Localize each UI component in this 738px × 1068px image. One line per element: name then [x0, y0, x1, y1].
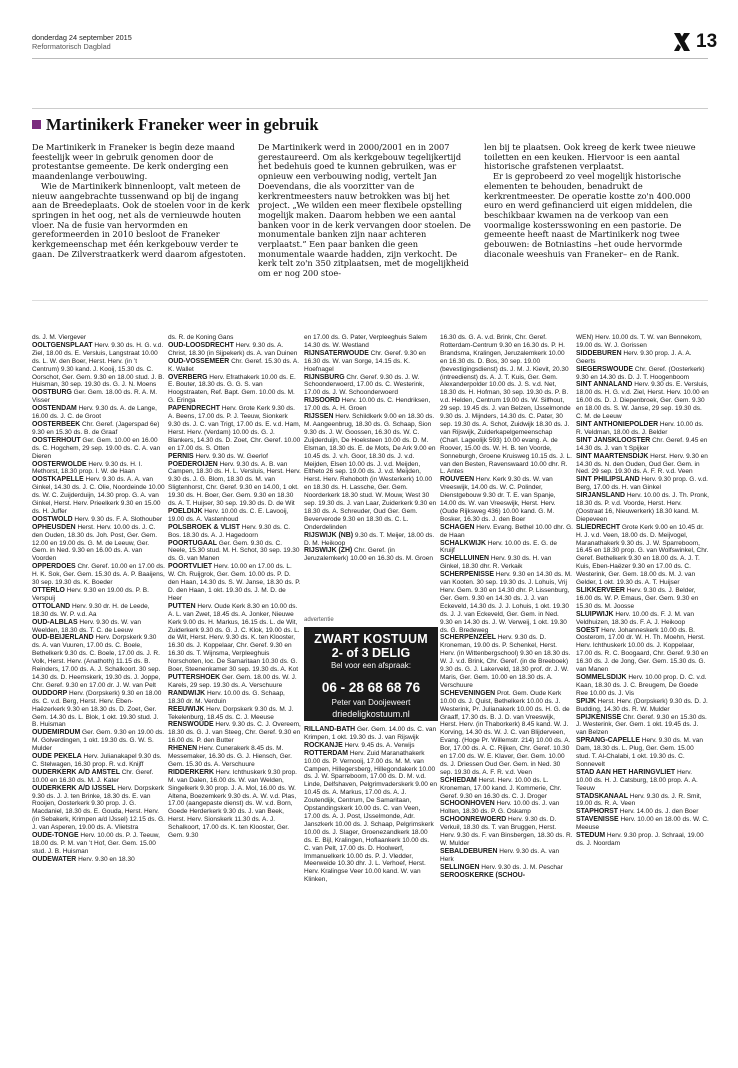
- listing-place-name: OUD-VOSSEMEER: [168, 357, 230, 365]
- listing-services: Ger. Gem. 9.30 en 19.00 ds. M. Golverdingen, 1 okt. 19.30 ds. G. W. S. Mulder: [32, 729, 165, 753]
- church-listing: [576, 714, 709, 738]
- listing-services: Herv. 9.30 ds. J. M. Peschar: [479, 863, 563, 871]
- church-listing: [32, 524, 165, 564]
- listing-services: Ger. Gem. 14.00 ds. C. van Krimpen, 1 okt. 19.30 ds. J. van Rijswijk: [304, 726, 437, 741]
- church-listing: [576, 421, 709, 437]
- church-listing: [304, 532, 437, 548]
- listing-place-name: OUD-BEIJERLAND: [32, 634, 94, 642]
- listing-services: Herv. 10.00 ds. F. J. M. van Veldhuizen, 18.30 ds. F. A. J. Heikoop: [576, 610, 694, 626]
- listing-place-name: OUD-LOOSDRECHT: [168, 341, 234, 349]
- listing-place-name: OUDERKERK A/D AMSTEL: [32, 768, 120, 776]
- advert-subheadline: 2- of 3 DELIG: [331, 646, 411, 660]
- listing-services: Herv. 9.30 ds. J. Belder, 16.00 ds. W. P. Emaus, Ger. Gem. 9.30 en 15.30 ds. M. Joosse: [576, 587, 699, 610]
- listing-services: Herv. 9.30 ds. M. van Dam, 18.30 ds. L. Plug, Ger. Gem. 15.00 stud. T. Al-Chalabi, 1 okt. 19.30 ds. C. Sonnevelt: [576, 737, 704, 768]
- listing-place-name: SINT MAARTENSDIJK: [576, 452, 649, 460]
- listing-services: Herv. 10.00 ds. E. G. de Kruijf: [440, 539, 557, 555]
- article-column-2: [258, 143, 476, 279]
- listing-place-name: SEROOSKERKE (SCHOU-: [440, 871, 525, 879]
- article-column-3: [484, 143, 702, 259]
- church-listing: [440, 864, 573, 872]
- church-listing: [32, 421, 165, 437]
- listing-place-name: OOSTKAPELLE: [32, 476, 84, 484]
- listing-services: Herv. 9.30 prop. G. v.d. Berg, 17.00 ds. H. van Ginkel: [576, 476, 708, 492]
- listing-place-name: OUDEWATER: [32, 855, 77, 863]
- listing-place-name: PUTTEN: [168, 602, 196, 610]
- listing-place-name: SLUIPWIJK: [576, 610, 614, 618]
- church-listing: [32, 690, 165, 730]
- listing-services: Herv. 10.00 prop. D. C. v.d. Kaan, 18.30 ds. J. C. Breugem, De Goede Ree 10.00 ds. J. Vis: [576, 673, 707, 697]
- advert-headline: ZWART KOSTUUM: [314, 632, 428, 646]
- listing-place-name: SCHERPENZEEL: [440, 634, 496, 642]
- church-listing: [440, 800, 573, 816]
- listing-services: Herv. 10.00 ds. C. E. Lavooij, 19.00 ds. A. Vastenhoud: [168, 507, 289, 523]
- listing-place-name: OUDERKERK A/D IJSSEL: [32, 784, 116, 792]
- listings-divider: [32, 300, 708, 301]
- advert-callout: Bel voor een afspraak:: [330, 661, 412, 670]
- listing-place-name: OTTOLAND: [32, 602, 71, 610]
- listing-place-name: POLSBROEK & VLIST: [168, 523, 240, 531]
- listing-services: Chr. Geref. 9.45 en 14.30 ds. J. van ’t Spijker: [576, 436, 708, 452]
- listing-services: Herv. 10.00 en 18.00 ds. W. C. Meeuse: [576, 816, 709, 832]
- church-listing: [168, 342, 301, 358]
- article-column-1: [32, 143, 250, 259]
- church-listing: [440, 540, 573, 556]
- church-listing: [32, 389, 165, 405]
- listing-services: Herv. Cunerakerk 8.45 ds. M. Messemaker, 16.30 ds. G. J. Hiensch, Ger. Gem. 15.30 ds. A. Verschuure: [168, 745, 292, 768]
- advert-phone: 06 - 28 68 68 76: [321, 680, 421, 695]
- listing-place-name: SCHAGEN: [440, 523, 475, 531]
- church-listing: [440, 816, 573, 848]
- church-listing: [440, 634, 573, 689]
- page-header: [32, 31, 718, 59]
- listing-place-name: OVERBERG: [168, 373, 208, 381]
- church-listing: [440, 524, 573, 540]
- church-listing: [576, 350, 709, 366]
- church-listing: [32, 461, 165, 477]
- church-listing: [168, 674, 301, 690]
- listing-place-name: RANDWIJK: [168, 689, 206, 697]
- church-listing: [32, 832, 165, 856]
- header-paper-name: Reformatorisch Dagblad: [32, 42, 111, 51]
- listing-services: Herv. 9.30 ds. F. A. Slothouber: [72, 515, 163, 523]
- church-listing: [576, 832, 709, 848]
- listing-services: Herst. Herv. 10.00 ds. J. C. den Ouden, 18.30 ds. Joh. Post, Ger. Gem. 12.00 en 19.00 ds. G. M. de Leeuw, Ger. Gem. in Ned. 9.30 en 16.00 ds. A. van Voorden: [32, 523, 158, 563]
- listing-place-name: OOSTENDAM: [32, 405, 77, 413]
- listing-services: Herv. 9.30 prop. J. Schraal, 19.00 ds. J. Noordam: [576, 832, 704, 847]
- listings-column-3-continued: [304, 726, 437, 884]
- listing-services: Herv. 9.30 en 18.30: [76, 855, 135, 863]
- church-listing: [576, 816, 709, 832]
- listing-place-name: SCHELLUINEN: [440, 555, 490, 563]
- listing-services: Herv. Evang. Bethel 10.00 dhr. G. de Haan: [440, 523, 573, 539]
- listing-services: Herv. (Dorpskerk) 9.30 en 18.00 ds. C. v.d. Berg, Herst. Herv. Eben-Haëzerkerk 9.30 en 18.30 ds. D. Zoet, Ger. Gem. 14.30 ds. L. Blok, 1 okt. 19.30 stud. J. B. Huisman: [32, 689, 162, 729]
- church-listing: [576, 524, 709, 587]
- listing-place-name: RIJSWIJK (ZH): [304, 547, 353, 555]
- listing-place-name: OOSTWOLD: [32, 515, 73, 523]
- listing-place-name: SPIJK: [576, 697, 596, 705]
- listing-services: ds. R. de Koning Gans: [168, 334, 234, 341]
- church-listing: [576, 698, 709, 714]
- church-listing: [32, 405, 165, 421]
- listing-services: Ger. Gem. 9.30 ds. C. Neele, 15.30 stud. M. H. Schot, 30 sep. 19.30 ds. G. van Manen: [168, 539, 300, 563]
- church-listing: [32, 603, 165, 619]
- listing-services: en 17.00 ds. G. Pater, Verpleeghuis Salem 14.30 ds. W. Westland: [304, 334, 427, 349]
- church-listing: [168, 690, 301, 706]
- church-listing: [440, 777, 573, 801]
- listing-place-name: ROTTERDAM: [304, 749, 349, 757]
- article-paragraph: Wie de Martinikerk binnenloopt, valt meteen de nieuw aangebrachte tussenwand op bij de ingang aan de Breedeplaats. Ook de stoelen voor in de kerk springen in het oog, net als de vernieuwde houten vloer. Na de fusie van hervormden en gereformeerden in 2010 besloot de Franeker kerkgemeenschap met één kerkgebouw verder te gaan. De Zilverstraatkerk werd daarom afgestoten.: [32, 180, 250, 259]
- article-headline: Martinikerk Franeker weer in gebruik: [46, 115, 319, 134]
- listing-place-name: OUDE-TONGE: [32, 832, 79, 840]
- listing-place-name: RHENEN: [168, 745, 198, 753]
- church-listing: [168, 706, 301, 722]
- church-listing: [32, 729, 165, 753]
- listing-place-name: SINT JANSKLOOSTER: [576, 436, 651, 444]
- church-listing: [168, 334, 301, 342]
- church-listing: [576, 492, 709, 524]
- listing-place-name: SIRJANSLAND: [576, 492, 626, 500]
- listing-services: Herv. Julianakapel 9.30 ds. C. Stelwagen, 16.30 prop. R. v.d. Knijff: [32, 753, 162, 768]
- church-listing: [576, 627, 709, 674]
- listing-place-name: SELLINGEN: [440, 863, 480, 871]
- advertisement[interactable]: [304, 627, 438, 721]
- article-paragraph: Er is geprobeerd zo veel mogelijk historische elementen te behouden, benadrukt de kerkrentmeester. De operatie kostte zo'n 400.000 euro en werd gefinancierd uit eigen middelen, die beschikbaar kwamen na de verkoop van een voormalige kostersswoning en een pastorie. De gemeente heeft naast de Martinikerk nog twee gebouwen: de Botniastins –het oude hervormde diaconale weeshuis van Franeker– en de Rank.: [484, 171, 693, 259]
- listing-place-name: OOSTERBEEK: [32, 420, 81, 428]
- listing-services: Herv. 9.30 ds. C. Bos. 18.30 ds. A. J. Hagedoorn: [168, 523, 291, 539]
- listing-services: Herv. 9.30 dr. H. de Leede, 18.30 ds. W. P. v.d. Aa: [32, 602, 150, 618]
- listing-services: Herv. 9.30 ds. A. B. van Campen, 18.30 ds. H. L. Versluis, Herst. Herv. 9.30 ds. J. G. Blom, 18.30 ds. M. van Sligtenhorst, Chr. Geref. 9.30 en 14.00, 1 okt. 19.30 ds. H. Boer, Ger. Gem. 9.30 en 18.30 ds. A. T. Huijser, 30 sep. 19.30 ds. D. de Wit: [168, 460, 301, 508]
- church-listing: [168, 453, 301, 461]
- page-number: 13: [696, 31, 718, 52]
- listing-services: Herv. Efrathakerk 10.00 ds. E. E. Bouter, 18.30 ds. G. G. S. van Hoogstraaten, Ref. Bapt. Gem. 10.00 ds. M. G. Eringa: [168, 373, 296, 405]
- listing-place-name: RIJSSEN: [304, 413, 334, 421]
- church-listing: [168, 405, 301, 452]
- church-listing: [304, 334, 437, 350]
- listing-services: Ger. Gem. 18.00 ds. W. J. Karels, 29 sep. 19.30 ds. A. Verschuure: [168, 673, 297, 689]
- listing-place-name: OPPERDOES: [32, 563, 76, 571]
- listing-place-name: RIJNSBURG: [304, 373, 345, 381]
- listing-services: Herv. 10.00 ds. P. J. Teeuw, 18.00 ds. P. M. van ’t Hof, Ger. Gem. 15.00 stud. J. B. Huisman: [32, 832, 160, 855]
- church-listing: [32, 634, 165, 689]
- listing-place-name: SCHOONHOVEN: [440, 800, 495, 808]
- church-listing: [32, 334, 165, 342]
- church-listing: [32, 856, 165, 864]
- church-listing: [168, 563, 301, 603]
- listing-place-name: SIEGERSWOUDE: [576, 365, 634, 373]
- listing-place-name: OUD-ALBLAS: [32, 618, 78, 626]
- church-listing: [304, 397, 437, 413]
- listing-services: Chr. Geref. 15.30 ds. A. K. Wallet: [168, 357, 299, 373]
- article-paragraph: De Martinikerk in Franeker is begin deze maand feestelijk weer in gebruik genomen door de protestantse gemeente. De kerk onderging een maandenlange verbouwing.: [32, 142, 235, 182]
- listing-services: Herv. Kerk 9.30 ds. W. van Vreeswijk, 14.00 ds. W. C. Polinder, Dienstgebouw 9.30 dr. T. E. van Spanje, 14.00 ds. W. van Vreeswijk, Herst. Herv. (Oude Rijksweg 436) 10.00 kand. G. M. Bosker, 16.30 ds. J. den Boer: [440, 476, 556, 523]
- section-divider: [32, 108, 708, 109]
- listing-services: Herv. 10.00 ds. J. van Holten, 18.30 ds. P. G. Oskamp: [440, 800, 560, 816]
- listing-services: 16.30 ds. G. A. v.d. Brink, Chr. Geref. Rotterdam-Centrum 9.30 en 16.30 ds. P. H. Brandsma, Kralingen, Jeruzalemkerk 10.00 en 16.30 ds. D. Bos, 30 sep. 19.00 (bevestigingsdienst) ds. J. M. J. Kievit, 20.30 (intreedienst) ds. A. J. T. Kuis, Ger. Gem. Alexanderpolder 10.00 ds. J. S. v.d. Net, 18.30 ds. H. Hofman, 30 sep. 19.30 ds. P. B. v.d. Helden, Centrum 19.00 ds. W. Silfhout, 29 sep. 19.45 ds. J. van Belzen, IJsselmonde 9.30 ds. J. Mijnders, 14.30 ds. C. Pater, 30 sep. 19.30 ds. A. Schot, Zuidwijk 18.30 ds. J. van Rijswijk, Zuiderkapelgemeenschap (Charl. Lageolijk 593) 10.00 evang. A. de Roover, 15.00 ds. W. H. B. ten Voorde, Sonneburgh, Groene Kruisweg 10.15 ds. J. L. van den Besten, Ravenswaard 10.00 dhr. R. L. Antes: [440, 334, 572, 476]
- listing-services: Herv. 9.30 ds. H. I. Methorst, 18.30 prop. I. W. de Haan: [32, 460, 143, 476]
- listing-services: 9.30 ds. T. Meijer, 18.00 ds. D. M. Heikoop: [304, 531, 435, 547]
- listing-services: Herv. Johanneskerk 10.00 ds. B. Oosterom, 17.00 dr. W. H. Th. Moehn, Herst. Herv. Ichthuskerk 10.00 ds. J. Koppelaar, 17.00 ds. R. C. Boogaard, Chr. Geref. 9.30 en 16.30 ds. J. de Jong, Ger. Gem. 15.30 ds. G. van Manen: [576, 626, 709, 674]
- listing-services: Herv. 9.30 ds. H. van Ginkel, 18.30 dhr. R. Verkaik: [440, 555, 552, 571]
- listing-place-name: RIJNSATERWOUDE: [304, 349, 369, 357]
- listing-services: Herv. 9.30 ds. A. Christ, 18.30 (in Sijpekerk) ds. A. van Duinen: [168, 341, 298, 357]
- church-listing: [32, 619, 165, 635]
- church-listing: [168, 358, 301, 374]
- listing-place-name: PERNIS: [168, 452, 194, 460]
- church-listing: [304, 547, 437, 563]
- listing-place-name: OOSTERHOUT: [32, 436, 81, 444]
- church-listing: [304, 742, 437, 750]
- listing-services: Herv. 9.30 ds. W. van Weelden, 18.30 ds. T. C. de Leeuw: [32, 618, 142, 634]
- church-listing: [576, 737, 709, 769]
- listing-place-name: SCHEVENINGEN: [440, 689, 496, 697]
- church-listing: [32, 769, 165, 785]
- listing-services: Herv. Schildkerk 9.00 en 18.30 ds. M. Aangeenbrug, 18.30 ds. G. Schaap, Sion 9.30 ds. J. W. Goossen, 16.30 ds. W. C. Zuijderduijn, De Hoeksteen 10.00 ds. D. M. Elsman, 18.30 ds. E. de Mots, De Ark 9.00 en 10.45 ds. J. v.h. Goor, 18.30 ds. J. v.d. Meijden, Elsen 10.00 ds. J. v.d. Meijden, Eltheto 26 sep. 19.00 ds. J. v.d. Meijden, Herst. Herv. Rehoboth (in Westerkerk) 10.00 en 18.30 ds. H. Lassche, Ger. Gem. Noorderkerk 18.30 stud. W. Mouw, West 30 sep. 19.30 ds. J. van Laar, Zuiderkerk 9.30 en 18.30 ds. A. Schreuder, Oud Ger. Gem. Beververode 9.30 en 18.30 ds. C. L. Onderdelinden: [304, 413, 437, 531]
- listing-place-name: SOMMELSDIJK: [576, 673, 627, 681]
- listing-place-name: OOSTBURG: [32, 389, 72, 397]
- listing-services: Herv. Grote Kerk 9.30 ds. A. Beens, 17.00 ds. P. J. Teeuw, Sionkerk 9.30 ds. J. C. van Trigt, 17.00 ds. E. v.d. Ham, Herst. Herv. (Verdam) 10.00 ds. G. J. Blankers, 14.30 ds. D. Zoet, Chr. Geref. 10.00 en 17.00 ds. S. Otten: [168, 405, 301, 452]
- listing-place-name: SCHIEDAM: [440, 776, 477, 784]
- listing-services: Ger. Gem. 10.00 en 16.00 ds. C. Hogchem, 29 sep. 19.00 ds. C. A. van Dieren: [32, 436, 161, 460]
- header-date: donderdag 24 september 2015: [32, 33, 132, 42]
- listing-services: Herv. 9.30 ds. J. R. Smit, 19.00 ds. R. A. Veen: [576, 792, 702, 808]
- listing-place-name: REEUWIJK: [168, 705, 205, 713]
- church-listing: [168, 374, 301, 406]
- listing-place-name: OUDDORP: [32, 689, 68, 697]
- listing-services: Herv. 9.45 ds. A. Verwijs: [342, 741, 415, 749]
- listing-place-name: STAD AAN HET HARINGVLIET: [576, 768, 676, 776]
- listing-place-name: OUDEMIRDUM: [32, 729, 81, 737]
- listing-place-name: SLIKKERVEER: [576, 587, 625, 594]
- church-listing: [32, 437, 165, 461]
- church-listing: [576, 587, 709, 611]
- listing-place-name: SLIEDRECHT: [576, 523, 621, 531]
- listing-place-name: RENSWOUDE: [168, 721, 214, 729]
- church-listing: [440, 476, 573, 523]
- listing-services: Herv. 9.30 ds. A. de Lange, 16.00 ds. J. C. de Groot: [32, 405, 157, 421]
- listing-place-name: OOLTGENSPLAAT: [32, 341, 93, 349]
- church-listing: [168, 721, 301, 745]
- church-listing: [168, 769, 301, 840]
- church-listing: [32, 587, 165, 603]
- listings-column-3: [304, 334, 437, 563]
- church-listing: [576, 453, 709, 477]
- advert-name: Peter van Dooijeweert: [331, 698, 411, 707]
- listing-services: Herv. 9.30 ds. A. A. van Ginkel, 14.30 ds. J. C. Olie, Noordeinde 10.00 ds. W. C. Zuijderduijn, 14.30 prop. G. A. van Ginkel, Herst. Herv. Prieelkerk 9.30 en 15.00 ds. H. Juffer: [32, 476, 165, 515]
- listing-place-name: RIJSWIJK (NB): [304, 531, 354, 539]
- church-listing: [304, 374, 437, 398]
- listing-place-name: STAPHORST: [576, 808, 618, 816]
- listing-services: Herv. 10.00 en 17.00 ds. L. W. Ch. Ruijgrok, Ger. Gem. 10.00 ds. P. D. den Haan, 14.30 ds. S. W. Janse, 18.30 ds. P. D. den Haan, 1 okt. 19.30 ds. J. M. D. de Heer: [168, 563, 301, 602]
- listing-place-name: SINT ANTHONIEPOLDER: [576, 420, 659, 428]
- listing-services: Herst. Herv. 10.00 ds. L. Kroneman, 17.00 kand. J. Kommerie, Chr. Geref. 9.30 en 16.30 ds. C. J. Droger: [440, 776, 562, 800]
- rd-x-logo-icon: [672, 31, 692, 53]
- church-listing: [576, 381, 709, 421]
- church-listing: [576, 476, 709, 492]
- church-listing: [304, 350, 437, 374]
- listing-place-name: STADSKANAAL: [576, 792, 628, 800]
- church-listing: [168, 540, 301, 564]
- church-listing: [576, 793, 709, 809]
- church-listing: [576, 674, 709, 698]
- listings-column-1: [32, 334, 165, 864]
- church-listing: [168, 524, 301, 540]
- listing-place-name: SIDDEBUREN: [576, 349, 622, 357]
- church-listing: [168, 603, 301, 674]
- header-divider: [32, 58, 708, 59]
- listing-services: Herv. Dorpskerk 9.30 ds. J. J. ten Brinke, 18.30 ds. E. van Rooijen, Oosterkerk 9.30 prop. J. G. Macdaniel, 18.30 ds. E. Gouda, Herst. Herv. (in Sebakerk, Krimpen a/d IJssel) 12.15 ds. G. J. van Asperen, 19.00 ds. A. Vlietstra: [32, 784, 165, 832]
- listing-services: Herv. 9.30 ds. W. Geerlof: [193, 452, 268, 460]
- church-listing: [576, 611, 709, 627]
- listings-column-2: [168, 334, 301, 840]
- advert-tag: advertentie: [304, 617, 334, 623]
- listing-services: Herv. 9.30 ds. C. J. Overeem, 18.30 ds. G. J. van Steeg, Chr. Geref. 9.30 en 16.00 ds. P. den Butter: [168, 721, 301, 745]
- church-listing: [304, 726, 437, 742]
- listing-place-name: STEDUM: [576, 832, 606, 840]
- listing-services: Herv. 9.30 en 14.30 ds. M. van Kooten. 30 sep. 19.30 ds. J. Lohuis, Vrij Herv. Gem. 9.30 en 14.30 dhr. P. Lissenburg, Ger. Gem. 9.30 en 14.30 ds. J. J. van Eckeveld, 14.30 ds. J. J. Lohuis, 1 okt. 19.30 ds. J. J. van Eckeveld, Ger. Gem. in Ned. 9.30 en 14.30 ds. J. W. Verweij, 1 okt. 19.30 ds. G. Bredeweg: [440, 571, 572, 634]
- listing-services: Herv. 10.00 ds. G. Schaap, 18.30 dr. M. Verduin: [168, 689, 285, 705]
- listing-services: ds. J. M. Viergever: [32, 334, 87, 341]
- listing-services: Herv. 10.00 ds. R. Veldman, 18.00 ds. J. Belder: [576, 420, 704, 436]
- listing-place-name: POELDIJK: [168, 507, 203, 515]
- church-listing: [168, 508, 301, 524]
- church-listing: [576, 334, 709, 350]
- listing-services: Ger. Gem. 18.00 ds. R. A. M. Visser: [32, 389, 158, 405]
- listing-place-name: OTTERLO: [32, 587, 65, 594]
- listing-place-name: SEBALDEBUREN: [440, 847, 498, 855]
- listing-place-name: SCHALKWIJK: [440, 539, 486, 547]
- church-listing: [304, 413, 437, 532]
- church-listing: [440, 571, 573, 634]
- church-listing: [576, 366, 709, 382]
- listing-place-name: STAVENISSE: [576, 816, 619, 824]
- church-listing: [576, 808, 709, 816]
- listing-place-name: PAPENDRECHT: [168, 405, 220, 413]
- listing-place-name: POEDEROIJEN: [168, 460, 218, 468]
- listing-services: Chr. Geref. 10.00 en 17.00 ds. H. K. Sok, Ger. Gem. 15.30 ds. A. P. Baaijens, 30 sep. 19.30 ds. K. Boeder: [32, 563, 165, 587]
- church-listing: [304, 750, 437, 884]
- listing-services: Herv. 14.00 ds. J. den Boer: [617, 808, 699, 816]
- listing-services: Herv. 10.00 ds. J. Th. Pronk, 18.30 ds. P. v.d. Voorde, Herst. Herv. (Oostraat 16, Nieuwerkerk) 18.30 kand. M. Diepeveen: [576, 492, 709, 523]
- listing-place-name: SPRANG-CAPELLE: [576, 737, 640, 745]
- listing-place-name: SPIJKENISSE: [576, 713, 622, 721]
- listing-services: Chr. Geref. 9.30 ds. J. W. Schoonderwoerd, 17.00 ds. C. Westerink, 17.00 ds. J. W. Schoonderwoerd: [304, 373, 425, 397]
- church-listing: [32, 476, 165, 516]
- listing-place-name: OUDE PEKELA: [32, 753, 82, 761]
- listing-services: Herv. Dorpskerk 9.30 ds. M. J. Tekelenburg, 18.45 ds. C. J. Meeuse: [168, 705, 294, 721]
- listing-services: Chr. Geref. 9.30 en 15.30 ds. J. Westerink, Ger. Gem. 1 okt. 19.45 ds. J. van Belzen: [576, 713, 707, 737]
- listing-services: Herv. Oude Kerk 8.30 en 10.00 ds. A. L. van Zwet, 18.45 ds. A. Jonker, Nieuwe Kerk 9.00 ds. H. Markus, 16.15 ds. L. de Wit, Zuiderkerk 9.30 ds. G. J. C. Klok, 19.00 ds. L. de Wit, Herst. Herv. 9.30 ds. K. ten Klooster, 16.30 ds. J. Koppelaar, Chr. Geref. 9.30 en 16.30 ds. T. Wijnsma, Verpleeghuis Norschoten, loc. De Samaritaan 10.30 ds. G. Boer, Steenenkamer 30 sep. 19.30 ds. A. Kot: [168, 602, 300, 674]
- listing-services: Chr. Geref. 10.00 en 16.30 ds. M. J. Kater: [32, 768, 154, 784]
- church-listing: [168, 461, 301, 508]
- church-listing: [32, 753, 165, 769]
- listing-place-name: PUTTERSHOEK: [168, 673, 221, 681]
- listing-services: Herv. 9.30 ds. E. Versluis, 18.00 ds. H. G. v.d. Ziel, Herst. Herv. 10.00 en 16.00 ds. D. J. Diepenbroek, Ger. Gem. 9.30 en 18.00 ds. S. W. Janse, 29 sep. 19.30 ds. C. M. de Leeuw: [576, 381, 709, 421]
- article-headline-box: [32, 114, 708, 138]
- church-listing: [440, 690, 573, 777]
- church-listing: [576, 769, 709, 793]
- church-listing: [440, 848, 573, 864]
- listing-services: Herv. 9.30 ds. A. van Herk: [440, 847, 560, 863]
- church-listing: [440, 555, 573, 571]
- listing-services: Herv. 9.30 ds. H. G. v.d. Ziel, 18.00 ds. E. Versluis, Langstraat 10.00 ds. L. W. den Boer, Herst. Herv. (in ’t Centrum) 9.30 kand. J. Kooij, 15.30 ds. C. Oorschot, Ger. Gem. 9.30 en 18.00 stud. J. B. Huisman, 30 sep. 19.30 ds. G. J. N. Moens: [32, 341, 165, 389]
- listing-services: Herst. Herv. (Dorpskerk) 9.30 ds. D. J. Budding, 14.30 ds. R. W. Mulder: [576, 697, 708, 713]
- listings-column-4: [440, 334, 573, 880]
- listing-services: Herv. Ichthuskerk 9.30 prop. M. van Dalen, 16.00 ds. W. van Welden, Singelkerk 9.30 prop. J. A. Mol, 16.00 ds. W. Altena, Boezemkerk 9.30 ds. A. W. v.d. Plas, 17.00 (aangepaste dienst) ds. W. v.d. Born, Goede Herderkerk 9.30 ds. J. van Beek, Herst. Herv. Sionskerk 11.30 ds. A. J. Schalkoort, 17.00 ds. K. ten Klooster, Ger. Gem. 9.30: [168, 768, 297, 840]
- listing-services: Prot. Gem. Oude Kerk 10.00 ds. J. Quist, Bethelkerk 10.00 ds. J. Westerink, Pr. Julianakerk 10.00 ds. H. G. de Graaff, 17.30 ds. B. J. D. van Vreeswijk, Herst. Herv. (in Thaborkerk) 8.45 kand. W. J. Korving, 14.30 ds. W. J. C. van Blijderveen, Evang. (Hoge Pr. Willemstr. 214) 10.00 ds. A. Bor, 17.00 ds. A. C. Rijken, Chr. Geref. 10.30 en 17.00 ds. W. E. Klaver, Ger. Gem. 10.00 ds. J. Driessen Oud Ger. Gem. in Ned. 30 sep. 19.30 ds. A. F. R. v.d. Veen: [440, 689, 571, 776]
- listing-place-name: SOEST: [576, 626, 600, 634]
- listing-place-name: RIDDERKERK: [168, 768, 214, 776]
- listing-services: WEN) Herv. 10.00 ds. T. W. van Bennekom, 19.00 ds. W. J. Gorissen: [576, 334, 702, 349]
- listing-services: Chr. Geref. (Jagerspad 6e) 9.30 en 15.30 ds. B. de Graaf: [32, 420, 160, 436]
- church-listing: [576, 437, 709, 453]
- listing-place-name: SINT ANNALAND: [576, 381, 633, 389]
- listing-services: Herv. 9.30 ds. D. Verkuil, 18.30 ds. T. van Bruggen, Herst. Herv. 9.30 ds. F. van Binsbergen, 18.30 ds. R. W. Mulder: [440, 816, 573, 847]
- listing-place-name: SINT PHILIPSLAND: [576, 476, 640, 484]
- church-listing: [32, 785, 165, 832]
- listing-place-name: ROUVEEN: [440, 476, 475, 484]
- church-listing: [32, 516, 165, 524]
- listing-place-name: POORTVLIET: [168, 563, 213, 571]
- listing-services: Grote Kerk 9.00 en 10.45 dr. H. J. v.d. Veen, 18.00 ds. D. Meijvogel, Maranathakerk 9.30 ds. J. W. Sparreboom, 16.45 en 18.30 prop. G. van Wolfswinkel, Chr. Geref. Bethelkerk 9.30 en 18.00 ds. A. J. T. Kuis, Eben-Haëzer 9.30 en 17.00 ds. C. Westerink, Ger. Gem. 18.00 ds. M. J. van Gelder, 1 okt. 19.30 ds. A. T. Huijser: [576, 523, 709, 587]
- listing-place-name: SCHOONREWOERD: [440, 816, 507, 824]
- listing-services: Herv. 10.00 ds. H. J. Catsburg, 18.00 prop. A. A. Teeuw: [576, 768, 698, 792]
- listing-services: Herv. 9.30 ds. D. Kroneman, 19.00 ds. P. Schenkel, Herst. Herv. (in Wittenbergschool) 9.30 en 18.30 ds. W. J. v.d. Brink, Chr. Geref. (in de Breeboek) 9.30 ds. G. J. Lakerveld, 18.30 prof. dr. J. W. Maris, Ger. Gem. 10.00 en 18.30 ds. A. Verschuure: [440, 634, 571, 689]
- listing-services: Chr. Geref. (Oosterkerk) 9.30 en 14.30 ds. D. J. T. Hoogenboom: [576, 365, 705, 381]
- listing-place-name: OPHEUSDEN: [32, 523, 76, 531]
- listing-services: Herv. Zuid Maranathakerk 10.00 ds. P. Vernooij, 17.00 ds. M. M. van Campen, Hillegersberg, Hillegondakerk 10.00 ds. J. W. Sparreboom, 17.00 ds. D. M. v.d. Linde, Delfshaven, Pelgrimvaderskerk 9.00 en 10.45 ds. A. Markus, 17.00 ds. A. J. Zoutendijk, Centrum, De Samaritaan, Opstandingskerk 10.00 ds. C. van Veen, 17.00 ds. A. J. Post, IJsselmonde, Adr. Janszkerk 10.00 ds. J. Schaap, Pelgrimskerk 10.00 ds. J. Slager, Groenezandkerk 18.00 ds. E. Bijl, Kralingen, Hoflaankerk 10.00 ds. C. van Pelt, 17.00 ds. D. Hoolwerf, Immanuelkerk 10.00 ds. P. J. Vledder, Meerweide 10.30 dhr. J. L. Verhoef, Herst. Herv. Kralingse Veer 10.00 kand. W. van Klinken,: [304, 749, 437, 884]
- listing-services: Herv. Dorpskerk 9.30 ds. A. van Vuuren, 17.00 ds. C. Boele, Bethelkerk 9.30 ds. C. Boele, 17.00 ds. J. R. Volk, Herst. Herv. (Anathoth) 11.15 ds. B. Reinders, 17.00 ds. A. J. Schalkoort. 30 sep. 14.30 ds. D. Heemskerk, 19.30 ds. J. Joppe, Chr. Geref. 9.30 en 17.00 dr. J. W. van Pelt: [32, 634, 161, 689]
- church-listing: [32, 342, 165, 389]
- headline-accent-square: [32, 120, 41, 129]
- article-paragraph: len bij te plaatsen. Ook kreeg de kerk twee nieuwe toiletten en een keuken. Hiervoor is een aantal historische grafstenen verplaatst.: [484, 142, 696, 172]
- listing-place-name: RILLAND-BATH: [304, 726, 356, 733]
- church-listing: [32, 563, 165, 587]
- advert-website: driedeligkostuum.nl: [332, 709, 410, 719]
- listing-place-name: SCHERPENISSE: [440, 571, 494, 579]
- listing-place-name: POORTUGAAL: [168, 539, 217, 547]
- listing-services: Herv. 9.30 prop. J. A. A. Geerts: [576, 349, 692, 365]
- listings-column-5: [576, 334, 709, 848]
- listing-services: Herv. 10.00 ds. C. Hendriksen, 17.00 ds. A. H. Groen: [304, 397, 431, 413]
- listing-place-name: RIJSOORD: [304, 397, 340, 405]
- listing-place-name: OOSTERWOLDE: [32, 460, 87, 468]
- church-listing: [440, 872, 573, 880]
- listing-place-name: ROCKANJE: [304, 741, 343, 749]
- church-listing: [168, 745, 301, 769]
- church-listing: [440, 334, 573, 476]
- listing-services: Herv. 9.30 en 19.00 ds. P. B. Verspuij: [32, 587, 149, 602]
- listing-services: Chr. Geref. (in Jeruzalemkerk) 10.00 en 16.30 ds. M. Groen: [304, 547, 433, 563]
- article-paragraph: De Martinikerk werd in 2000/2001 en in 2007 gerestaureerd. Om als kerkgebouw tegelijkertijd het bedehuis goed te kunnen gebruiken, was er opnieuw een verbouwing nodig, vertelt Jan Doevendans, die als voorzitter van de kerkrentmeesters nauw betrokken was bij het project. „We wilden een meer flexibele opstelling mogelijk maken. Daarom hebben we een aantal banken voor in de kerk vervangen door stoelen. De monumentale banken zijn naar achteren verplaatst.” Een paar banken die geen monumentale waarde hadden, zijn verkocht. De kerk telt zo'n 350 zitplaatsen, met de mogelijkheid om er nog 200 stoe-: [258, 142, 471, 279]
- listing-services: Chr. Geref. 9.30 en 16.30 ds. W. van Sorge, 14.15 ds. K. Hoefnagel: [304, 349, 426, 373]
- listing-services: Herst. Herv. 9.30 en 14.30 ds. N. den Ouden, Oud Ger. Gem. in Ned. 29 sep. 19.30 ds. A. F. R. v.d. Veen: [576, 452, 708, 476]
